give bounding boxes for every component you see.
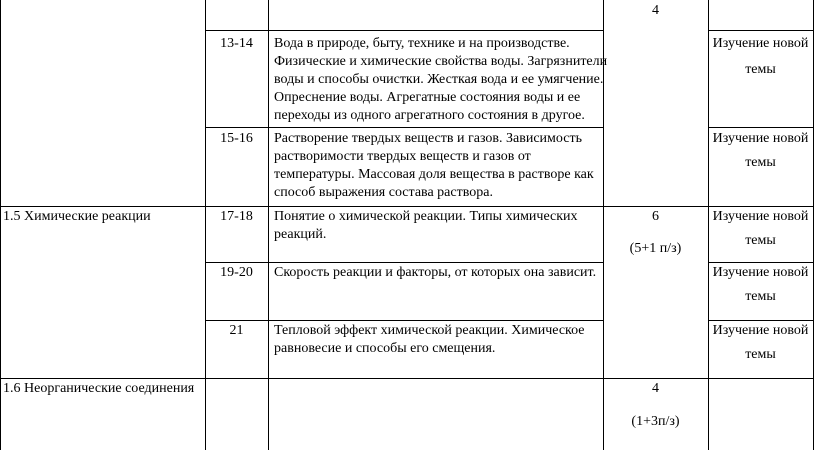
grid-line [0,206,813,207]
lesson-number: 13-14 [220,36,253,51]
lesson-content-line: растворимости твердых веществ и газов от [274,149,531,164]
lesson-content-line: Вода в природе, быту, технике и на производстве. [274,36,570,51]
lesson-content-line: Опреснение воды. Агрегатные состояния воды и ее [274,90,581,105]
grid-line [205,320,603,321]
lesson-number: 21 [229,323,244,338]
lesson-type: Изучение новой [712,265,809,280]
hours-cell: 4 [652,381,659,396]
lesson-type: темы [745,289,776,304]
lesson-content-line: Понятие о химической реакции. Типы химических [274,209,578,224]
lesson-content-line: температуры. Массовая доля вещества в растворе как [274,167,594,182]
grid-line [708,30,813,31]
lesson-content-line: Тепловой эффект химической реакции. Химическое [274,323,585,338]
grid-line [205,262,603,263]
grid-line [268,0,269,450]
lesson-content-line: реакций. [274,227,327,242]
lesson-content-line: Растворение твердых веществ и газов. Зависимость [274,131,582,146]
grid-line [0,0,1,450]
lesson-content-line: равновесие и способы его смещения. [274,341,496,356]
grid-line [813,0,814,450]
lesson-type: темы [745,347,776,362]
lesson-number: 17-18 [220,209,253,224]
lesson-content-line: переходы из одного агрегатного состояния в другое. [274,108,585,123]
topic-title: 1.5 Химические реакции [3,209,151,224]
grid-line [0,378,813,379]
lesson-type: темы [745,155,776,170]
grid-line [205,30,603,31]
lesson-number: 19-20 [220,265,253,280]
lesson-type: темы [745,62,776,77]
lesson-type: Изучение новой [712,131,809,146]
topic-title: 1.6 Неорганические соединения [3,381,195,396]
lesson-number: 15-16 [220,131,253,146]
grid-line [708,320,813,321]
lesson-type: Изучение новой [712,209,809,224]
lesson-type: Изучение новой [712,36,809,51]
grid-line [205,127,603,128]
lesson-type: темы [745,233,776,248]
grid-line [708,262,813,263]
lesson-content-line: воды и способы очистки. Жесткая вода и ее умягчение. [274,72,604,87]
lesson-content-line: Скорость реакции и факторы, от которых она зависит. [274,265,597,280]
grid-line [708,127,813,128]
hours-note: (1+3п/з) [631,414,680,429]
lesson-type: Изучение новой [712,323,809,338]
hours-cell: 6 [652,209,659,224]
hours-note: (5+1 п/з) [629,241,682,256]
hours-cell: 4 [652,3,659,18]
lesson-content-line: Физические и химические свойства воды. Загрязнители [274,54,608,69]
lesson-content-line: способ выражения состава раствора. [274,185,493,200]
